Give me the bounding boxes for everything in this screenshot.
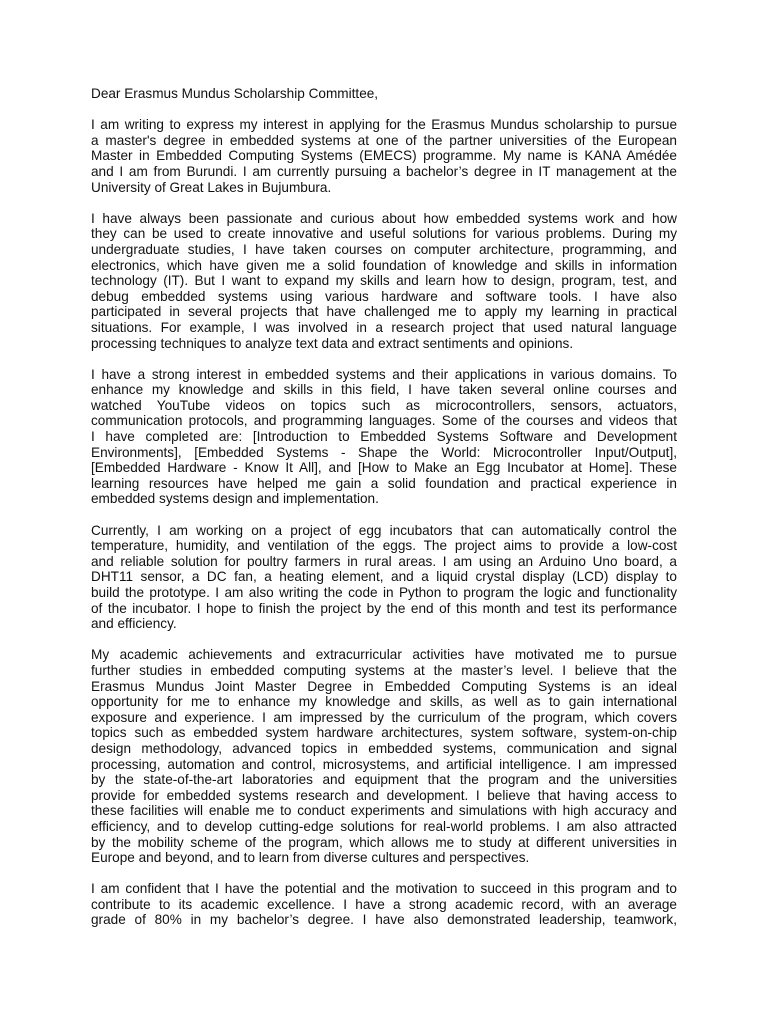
paragraph-line: University of Great Lakes in Bujumbura. [91, 179, 332, 195]
paragraph-line: participated in several projects that have challenged me to apply my learning in practical [91, 304, 677, 320]
paragraph-line: DHT11 sensor, a DC fan, a heating element, and a liquid crystal display (LCD) display to [91, 569, 677, 585]
body-paragraph [91, 367, 677, 507]
paragraph-line: and efficiency. [91, 616, 177, 632]
paragraph-line: Currently, I am working on a project of egg incubators that can automatically control the [91, 522, 677, 538]
letter-body [91, 117, 677, 928]
paragraph-line: communication protocols, and programming languages. Some of the courses and videos that [91, 413, 677, 429]
paragraph-line: electronics, which have given me a solid foundation of knowledge and skills in information [91, 257, 677, 273]
paragraph-line: by the mobility scheme of the program, which allows me to study at different universities in [91, 834, 677, 850]
paragraph-line: of the incubator. I hope to finish the project by the end of this month and test its performance [91, 600, 677, 616]
paragraph-line: grade of 80% in my bachelor’s degree. I have also demonstrated leadership, teamwork, [91, 912, 677, 928]
paragraph-line: enhance my knowledge and skills in this field, I have taken several online courses and [91, 382, 677, 398]
paragraph-line: undergraduate studies, I have taken courses on computer architecture, programming, and [91, 241, 677, 257]
paragraph-line: exposure and experience. I am impressed by the curriculum of the program, which covers [91, 709, 677, 725]
paragraph-line: a master's degree in embedded systems at one of the partner universities of the European [91, 132, 677, 148]
paragraph-line: technology (IT). But I want to expand my skills and learn how to design, program, test, and [91, 273, 677, 289]
paragraph-line: [Embedded Hardware - Know It All], and [How to Make an Egg Incubator at Home]. These [91, 460, 677, 476]
letter-document [91, 86, 677, 944]
paragraph-line: Master in Embedded Computing Systems (EMECS) programme. My name is KANA Amédée [91, 148, 677, 164]
paragraph-line: My academic achievements and extracurricular activities have motivated me to pursue [91, 647, 677, 663]
paragraph-line: processing, automation and control, microsystems, and artificial intelligence. I am impressed [91, 756, 677, 772]
paragraph-line: Europe and beyond, and to learn from diverse cultures and perspectives. [91, 850, 530, 866]
paragraph-line: situations. For example, I was involved in a research project that used natural language [91, 319, 677, 335]
paragraph-line: build the prototype. I am also writing the code in Python to program the logic and functionality [91, 585, 677, 600]
paragraph-line: I am confident that I have the potential and the motivation to succeed in this program and to [91, 881, 677, 897]
paragraph-line: opportunity for me to enhance my knowledge and skills, as well as to gain international [91, 694, 677, 710]
paragraph-line: learning resources have helped me gain a solid foundation and practical experience in [91, 475, 677, 491]
paragraph-line: they can be used to create innovative and useful solutions for various problems. During my [91, 226, 677, 242]
paragraph-line: design methodology, advanced topics in embedded systems, communication and signal [91, 740, 677, 756]
paragraph-line: debug embedded systems using various hardware and software tools. I have also [91, 288, 677, 304]
paragraph-line: embedded systems design and implementation. [91, 491, 379, 507]
salutation-text: Dear Erasmus Mundus Scholarship Committee, [91, 86, 379, 101]
body-paragraph [91, 211, 677, 351]
paragraph-line: Environments], [Embedded Systems - Shape the World: Microcontroller Input/Output], [91, 444, 677, 460]
paragraph-line: these facilities will enable me to conduct experiments and simulations with high accuracy and [91, 803, 677, 819]
paragraph-line: I am writing to express my interest in applying for the Erasmus Mundus scholarship to pursue [91, 117, 677, 133]
body-paragraph [91, 117, 677, 195]
paragraph-line: Erasmus Mundus Joint Master Degree in Embedded Computing Systems is an ideal [91, 678, 677, 694]
paragraph-line: topics such as embedded system hardware architectures, system software, system-on-chip [91, 725, 677, 741]
salutation [91, 86, 677, 102]
paragraph-line: I have always been passionate and curious about how embedded systems work and how [91, 210, 677, 226]
paragraph-line: I have completed are: [Introduction to Embedded Systems Software and Development [91, 429, 677, 445]
paragraph-line: further studies in embedded computing systems at the master’s level. I believe that the [91, 662, 677, 678]
body-paragraph [91, 647, 677, 865]
paragraph-line: by the state-of-the-art laboratories and equipment that the program and the universities [91, 772, 677, 788]
body-paragraph [91, 523, 677, 632]
paragraph-line: provide for embedded systems research and development. I believe that having access to [91, 787, 677, 803]
paragraph-line: I have a strong interest in embedded systems and their applications in various domains. To [91, 366, 677, 382]
paragraph-line: efficiency, and to develop cutting-edge solutions for real-world problems. I am also attracted [91, 818, 677, 834]
paragraph-line: processing techniques to analyze text data and extract sentiments and opinions. [91, 335, 574, 351]
paragraph-line: and I am from Burundi. I am currently pursuing a bachelor’s degree in IT management at the [91, 163, 677, 179]
paragraph-line: temperature, humidity, and ventilation of the eggs. The project aims to provide a low-cost [91, 538, 677, 554]
paragraph-line: watched YouTube videos on topics such as microcontrollers, sensors, actuators, [91, 397, 677, 413]
paragraph-line: and reliable solution for poultry farmers in rural areas. I am using an Arduino Uno board, a [91, 553, 677, 569]
paragraph-line: contribute to its academic excellence. I have a strong academic record, with an average [91, 896, 677, 912]
body-paragraph [91, 881, 677, 928]
